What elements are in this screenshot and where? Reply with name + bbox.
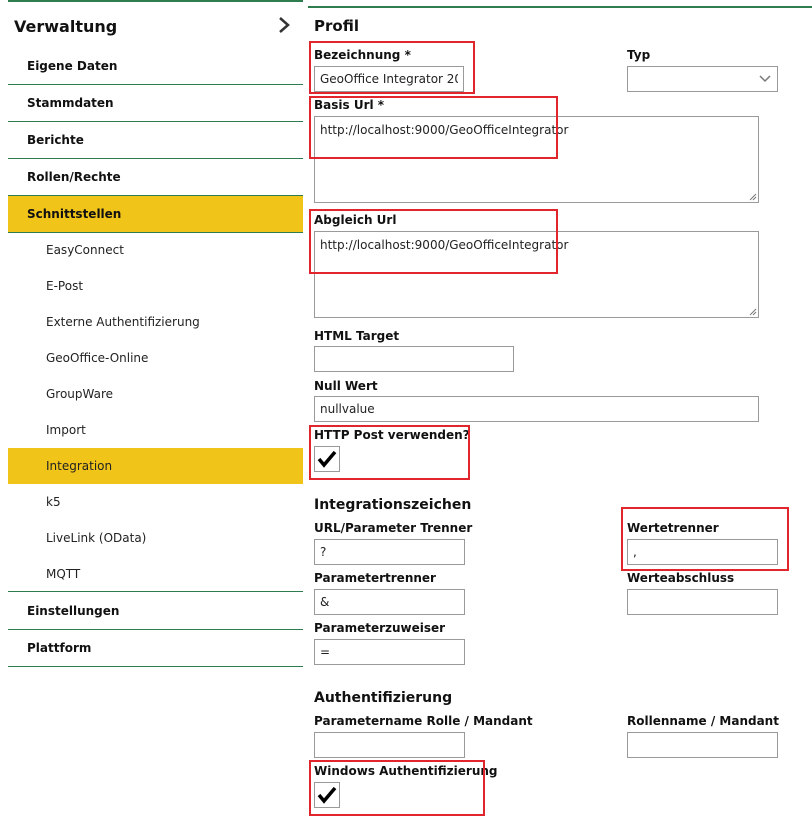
highlight-box (309, 209, 558, 274)
html-target-label: HTML Target (314, 329, 400, 343)
abgleich-url-label: Abgleich Url (314, 213, 397, 227)
bezeichnung-label: Bezeichnung * (314, 48, 411, 62)
highlight-box (309, 425, 470, 480)
authentifizierung-heading: Authentifizierung (314, 690, 453, 706)
highlight-box (309, 41, 475, 94)
sidebar-subitem-integration[interactable]: Integration (8, 448, 303, 484)
sidebar-item-eigene-daten[interactable]: Eigene Daten (8, 48, 303, 85)
null-wert-label: Null Wert (314, 379, 378, 393)
typ-label: Typ (627, 48, 651, 62)
sidebar-item-stammdaten[interactable]: Stammdaten (8, 85, 303, 122)
highlight-box (621, 507, 789, 571)
sidebar (8, 0, 303, 817)
sidebar-item-rollen-rechte[interactable]: Rollen/Rechte (8, 159, 303, 196)
sidebar-subitem-e-post[interactable]: E-Post (46, 279, 84, 293)
sidebar-subitem-geooffice-online[interactable]: GeoOffice-Online (46, 351, 149, 365)
sidebar-item-berichte[interactable]: Berichte (8, 122, 303, 159)
parameterzuweiser-label: Parameterzuweiser (314, 621, 446, 635)
url-parameter-trenner-input[interactable] (314, 539, 465, 565)
werteabschluss-label: Werteabschluss (627, 571, 735, 585)
sidebar-subitem-mqtt[interactable]: MQTT (8, 556, 303, 592)
resize-grip-icon[interactable] (748, 307, 757, 316)
wertetrenner-label: Wertetrenner (627, 521, 719, 535)
rollenname-label: Rollenname / Mandant (627, 714, 779, 728)
basis-url-value: http://localhost:9000/GeoOfficeIntegrator (320, 123, 569, 137)
typ-select[interactable] (627, 66, 778, 92)
sidebar-title: Verwaltung (14, 17, 118, 36)
sidebar-subitem-livelink-odata[interactable]: LiveLink (OData) (46, 531, 147, 545)
parametertrenner-input[interactable] (314, 589, 465, 615)
sidebar-header (8, 0, 303, 48)
resize-grip-icon[interactable] (748, 192, 757, 201)
sidebar-subitem-easyconnect[interactable]: EasyConnect (46, 243, 124, 257)
basis-url-label: Basis Url * (314, 98, 385, 112)
parametername-rolle-input[interactable] (314, 732, 465, 758)
profile-panel (308, 0, 812, 817)
sidebar-subitem-import[interactable]: Import (46, 423, 86, 437)
parametername-rolle-label: Parametername Rolle / Mandant (314, 714, 533, 728)
sidebar-subitem-k5[interactable]: k5 (46, 495, 61, 509)
parametertrenner-label: Parametertrenner (314, 571, 436, 585)
url-parameter-trenner-label: URL/Parameter Trenner (314, 521, 473, 535)
chevron-down-icon (759, 74, 771, 84)
top-divider (308, 6, 812, 8)
integrationszeichen-heading: Integrationszeichen (314, 497, 472, 513)
http-post-label: HTTP Post verwenden? (314, 428, 470, 442)
highlight-box (309, 760, 485, 816)
chevron-right-icon[interactable] (277, 16, 291, 34)
page-title: Profil (314, 17, 359, 35)
werteabschluss-input[interactable] (627, 589, 778, 615)
sidebar-item-plattform[interactable]: Plattform (8, 630, 303, 667)
rollenname-input[interactable] (627, 732, 778, 758)
parameterzuweiser-input[interactable] (314, 639, 465, 665)
html-target-input[interactable] (314, 346, 514, 372)
abgleich-url-value: http://localhost:9000/GeoOfficeIntegrator (320, 238, 569, 252)
windows-auth-label: Windows Authentifizierung (314, 764, 498, 778)
sidebar-item-schnittstellen[interactable]: Schnittstellen (8, 196, 303, 233)
highlight-box (309, 96, 558, 159)
sidebar-item-einstellungen[interactable]: Einstellungen (8, 593, 303, 630)
sidebar-subitem-externe-authentifizierung[interactable]: Externe Authentifizierung (46, 315, 200, 329)
sidebar-subitem-groupware[interactable]: GroupWare (46, 387, 114, 401)
null-wert-input[interactable] (314, 396, 759, 422)
